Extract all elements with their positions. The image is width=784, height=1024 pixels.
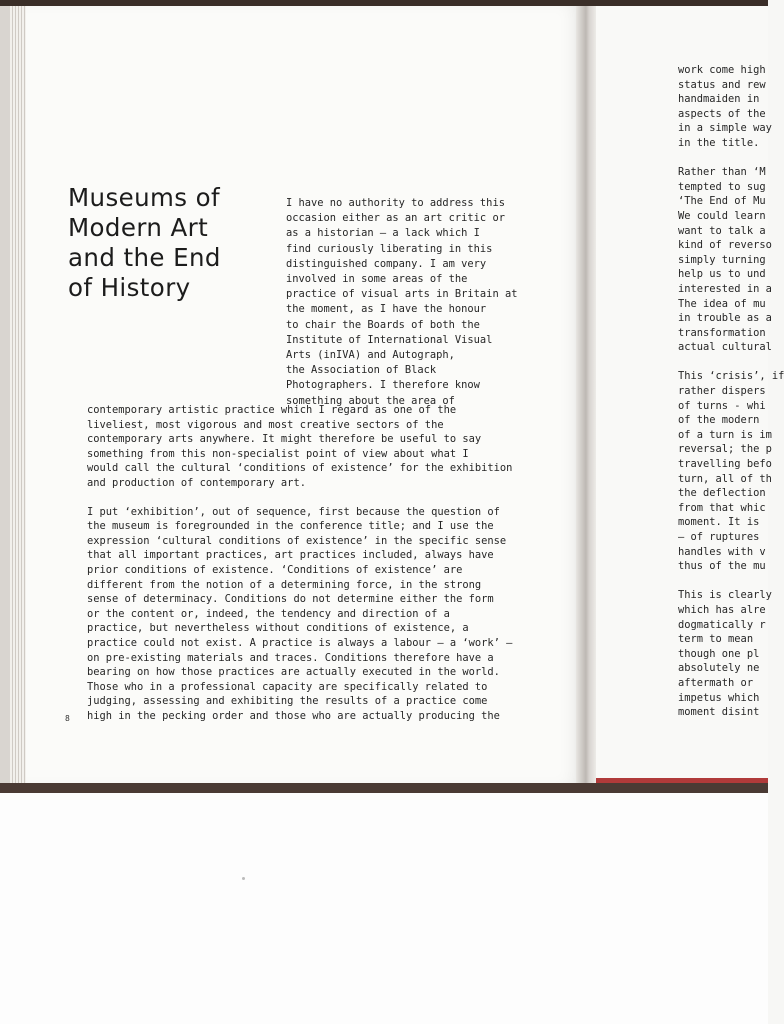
text-line: high in the pecking order and those who are actually producing the — [87, 709, 500, 722]
chapter-title — [68, 183, 268, 303]
text-line: liveliest, most vigorous and most creative sectors of the — [87, 418, 444, 431]
scan-blank-area — [0, 793, 768, 1024]
text-line: travelling befo — [678, 458, 772, 471]
text-line: term to mean — [678, 633, 754, 646]
text-line: I have no authority to address this — [286, 197, 505, 209]
text-line: ‘The End of Mu — [678, 195, 766, 208]
text-line: Institute of International Visual — [286, 333, 493, 346]
text-line: contemporary arts anywhere. It might therefore be useful to say — [87, 433, 482, 446]
text-line: impetus which — [678, 691, 760, 704]
right-page-paragraph — [678, 588, 784, 719]
text-line: and production of contemporary art. — [87, 476, 306, 489]
text-line: transformation — [678, 326, 766, 339]
text-line: bearing on how those practices are actually executed in the world. — [87, 666, 500, 679]
text-line: judging, assessing and exhibiting the results of a practice come — [87, 695, 488, 708]
text-line: want to talk a — [678, 224, 766, 237]
text-line: prior conditions of existence. ‘Conditions of existence’ are — [87, 563, 463, 576]
text-line: something from this non-specialist point of view about what I — [87, 447, 469, 460]
text-line: distinguished company. I am very — [286, 257, 487, 270]
text-line: status and rew — [678, 78, 766, 91]
scan-background-left — [0, 6, 10, 786]
text-line: as a historian – a lack which I — [286, 227, 480, 240]
text-line: Rather than ‘M — [678, 166, 766, 179]
text-line: tempted to sug — [678, 180, 766, 193]
text-line: rather dispers — [678, 385, 766, 398]
text-line: absolutely ne — [678, 662, 760, 675]
text-line: the moment, as I have the honour — [286, 303, 487, 316]
text-line: practice of visual arts in Britain at — [286, 288, 518, 301]
text-line: the museum is foregrounded in the conference title; and I use the — [87, 520, 494, 533]
text-line: find curiously liberating in this — [286, 242, 493, 255]
right-page-paragraph — [678, 63, 784, 151]
body-text — [87, 403, 512, 723]
text-line: on pre-existing materials and traces. Conditions therefore have a — [87, 651, 494, 664]
text-line: practice could not exist. A practice is always a labour – a ‘work’ – — [87, 636, 513, 649]
text-line: work come high — [678, 64, 766, 76]
text-line: handles with v — [678, 545, 766, 558]
text-line: different from the notion of a determining force, in the strong — [87, 578, 482, 591]
text-line: The idea of mu — [678, 297, 766, 310]
title-line: and the End — [68, 243, 221, 272]
text-line: reversal; the p — [678, 443, 772, 456]
text-line: the deflection — [678, 487, 766, 500]
text-line: of the modern — [678, 414, 760, 427]
paragraph-1 — [87, 403, 512, 491]
text-line: of turns - whi — [678, 399, 766, 412]
intro-paragraph — [286, 196, 517, 409]
text-line: involved in some areas of the — [286, 273, 468, 286]
text-line: something about the area of — [286, 394, 455, 407]
scan-bottom-edge — [0, 783, 768, 793]
text-line: in the title. — [678, 136, 760, 149]
text-line: thus of the mu — [678, 560, 766, 573]
paragraph-2 — [87, 505, 512, 724]
text-line: expression ‘cultural conditions of existence’ in the specific sense — [87, 534, 507, 547]
text-line: handmaiden in — [678, 93, 760, 106]
text-line: of a turn is im — [678, 428, 772, 441]
text-line: This is clearly — [678, 589, 772, 602]
text-line: Photographers. I therefore know — [286, 379, 480, 392]
text-line: would call the cultural ‘conditions of existence’ for the exhibition — [87, 462, 513, 475]
text-line: actual cultural — [678, 341, 772, 354]
right-page-paragraph — [678, 369, 784, 573]
text-line: interested in a — [678, 282, 772, 295]
right-page-text — [678, 63, 784, 720]
page-number: 8 — [65, 714, 70, 723]
text-line: help us to und — [678, 268, 766, 281]
text-line: to chair the Boards of both the — [286, 318, 480, 331]
text-line: occasion either as an art critic or — [286, 212, 505, 225]
text-line: or the content or, indeed, the tendency and direction of a — [87, 607, 450, 620]
text-line: Arts (inIVA) and Autograph, — [286, 349, 455, 362]
title-line: Museums of — [68, 183, 221, 212]
right-page — [596, 6, 784, 784]
text-line: I put ‘exhibition’, out of sequence, first because the question of — [87, 505, 500, 518]
text-line: in a simple way — [678, 122, 772, 135]
text-line: the Association of Black — [286, 364, 437, 377]
text-line: contemporary artistic practice which I regard as one of the — [87, 404, 457, 416]
text-line: sense of determinacy. Conditions do not determine either the form — [87, 593, 494, 606]
text-line: though one pl — [678, 647, 760, 660]
right-page-paragraph — [678, 165, 784, 355]
text-line: This ‘crisis’, if — [678, 370, 784, 383]
scan-speck — [242, 877, 245, 880]
book-gutter — [576, 6, 598, 784]
text-line: that all important practices, art practices included, always have — [87, 549, 494, 562]
title-line: Modern Art — [68, 213, 209, 242]
text-line: which has alre — [678, 603, 766, 616]
text-line: aspects of the — [678, 107, 766, 120]
text-line: We could learn — [678, 209, 766, 222]
text-line: turn, all of th — [678, 472, 772, 485]
text-line: Those who in a professional capacity are specifically related to — [87, 680, 488, 693]
text-line: – of ruptures — [678, 531, 760, 543]
text-line: simply turning — [678, 253, 766, 266]
text-line: in trouble as a — [678, 312, 772, 325]
text-line: practice, but nevertheless without conditions of existence, a — [87, 622, 469, 635]
text-line: dogmatically r — [678, 618, 766, 631]
text-line: aftermath or — [678, 676, 754, 689]
text-line: from that whic — [678, 501, 766, 514]
text-line: moment. It is — [678, 516, 760, 529]
text-line: moment disint — [678, 706, 760, 719]
title-line: of History — [68, 273, 191, 302]
text-line: kind of reverso — [678, 239, 772, 252]
